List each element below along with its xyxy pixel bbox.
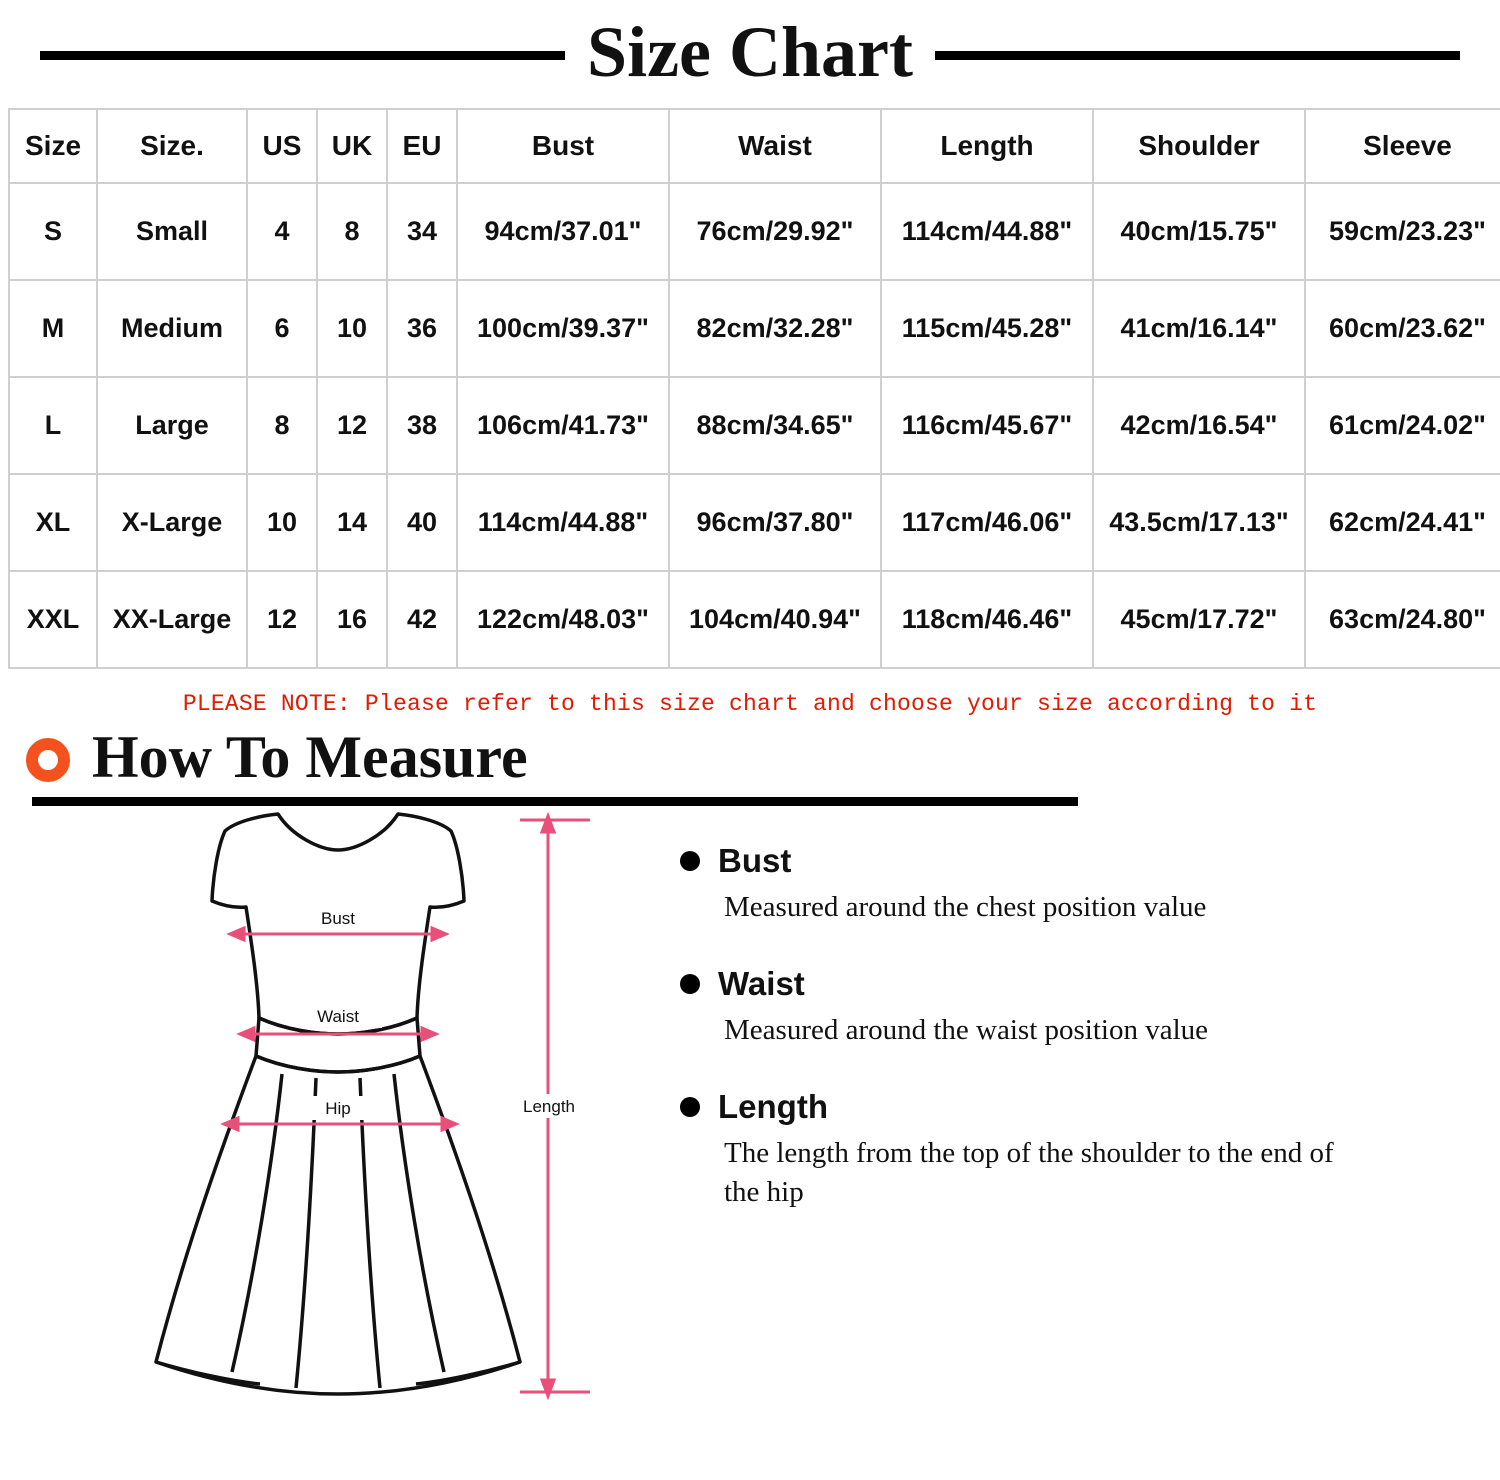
cell-sleeve: 60cm/23.62" xyxy=(1305,280,1500,377)
column-header-us: US xyxy=(247,109,317,183)
cell-us: 4 xyxy=(247,183,317,280)
table-row xyxy=(9,183,1500,280)
how-to-measure-header xyxy=(26,724,1500,790)
definition-length-term: Length xyxy=(718,1088,828,1126)
cell-bust: 114cm/44.88" xyxy=(457,474,669,571)
column-header-eu: EU xyxy=(387,109,457,183)
size-chart-table xyxy=(8,108,1500,669)
how-to-measure-title: How To Measure xyxy=(92,724,528,790)
cell-sleeve: 63cm/24.80" xyxy=(1305,571,1500,668)
cell-uk: 12 xyxy=(317,377,387,474)
cell-length: 115cm/45.28" xyxy=(881,280,1093,377)
dress-diagram xyxy=(20,806,660,1411)
table-row xyxy=(9,474,1500,571)
measure-definitions xyxy=(660,806,1500,1251)
figure-label-waist: Waist xyxy=(317,1007,359,1026)
cell-uk: 8 xyxy=(317,183,387,280)
title-rule-right xyxy=(935,51,1460,60)
how-to-measure-body xyxy=(0,806,1500,1411)
cell-length: 116cm/45.67" xyxy=(881,377,1093,474)
bullet-icon xyxy=(680,1097,700,1117)
cell-shoulder: 42cm/16.54" xyxy=(1093,377,1305,474)
cell-size-name: XX-Large xyxy=(97,571,247,668)
definition-length xyxy=(680,1088,1470,1212)
table-row xyxy=(9,280,1500,377)
cell-waist: 76cm/29.92" xyxy=(669,183,881,280)
column-header-length: Length xyxy=(881,109,1093,183)
definition-length-desc: The length from the top of the shoulder to the end of the hip xyxy=(724,1137,1334,1209)
cell-size: S xyxy=(9,183,97,280)
column-header-bust: Bust xyxy=(457,109,669,183)
size-chart-note: PLEASE NOTE: Please refer to this size chart and choose your size according to it xyxy=(182,691,1318,717)
column-header-size: Size xyxy=(9,109,97,183)
column-header-shoulder: Shoulder xyxy=(1093,109,1305,183)
cell-sleeve: 62cm/24.41" xyxy=(1305,474,1500,571)
bullet-icon xyxy=(680,851,700,871)
cell-bust: 94cm/37.01" xyxy=(457,183,669,280)
definition-bust xyxy=(680,842,1470,927)
cell-us: 8 xyxy=(247,377,317,474)
cell-size-name: Small xyxy=(97,183,247,280)
cell-length: 114cm/44.88" xyxy=(881,183,1093,280)
figure-label-bust: Bust xyxy=(320,909,356,928)
column-header-uk: UK xyxy=(317,109,387,183)
cell-eu: 40 xyxy=(387,474,457,571)
title-rule-left xyxy=(40,51,565,60)
cell-eu: 38 xyxy=(387,377,457,474)
page-title-row xyxy=(0,0,1500,96)
dress-diagram-svg xyxy=(20,806,660,1406)
cell-shoulder: 43.5cm/17.13" xyxy=(1093,474,1305,571)
cell-uk: 10 xyxy=(317,280,387,377)
how-to-measure-section xyxy=(0,723,1500,806)
definition-waist xyxy=(680,965,1470,1050)
cell-shoulder: 45cm/17.72" xyxy=(1093,571,1305,668)
cell-sleeve: 59cm/23.23" xyxy=(1305,183,1500,280)
cell-bust: 106cm/41.73" xyxy=(457,377,669,474)
cell-waist: 96cm/37.80" xyxy=(669,474,881,571)
page-title: Size Chart xyxy=(587,12,913,92)
cell-us: 12 xyxy=(247,571,317,668)
cell-shoulder: 41cm/16.14" xyxy=(1093,280,1305,377)
definition-bust-desc: Measured around the chest position value xyxy=(724,891,1207,923)
cell-eu: 36 xyxy=(387,280,457,377)
table-header-row xyxy=(9,109,1500,183)
cell-uk: 16 xyxy=(317,571,387,668)
cell-shoulder: 40cm/15.75" xyxy=(1093,183,1305,280)
cell-size: M xyxy=(9,280,97,377)
cell-waist: 82cm/32.28" xyxy=(669,280,881,377)
cell-sleeve: 61cm/24.02" xyxy=(1305,377,1500,474)
cell-size-name: Large xyxy=(97,377,247,474)
table-row xyxy=(9,377,1500,474)
figure-label-hip: Hip xyxy=(325,1099,351,1118)
cell-size: XL xyxy=(9,474,97,571)
ring-bullet-icon xyxy=(26,738,70,782)
cell-uk: 14 xyxy=(317,474,387,571)
size-chart-table-wrap xyxy=(0,96,1500,669)
cell-length: 118cm/46.46" xyxy=(881,571,1093,668)
cell-size: XXL xyxy=(9,571,97,668)
cell-waist: 88cm/34.65" xyxy=(669,377,881,474)
cell-bust: 100cm/39.37" xyxy=(457,280,669,377)
cell-size-name: X-Large xyxy=(97,474,247,571)
cell-size-name: Medium xyxy=(97,280,247,377)
cell-waist: 104cm/40.94" xyxy=(669,571,881,668)
cell-eu: 42 xyxy=(387,571,457,668)
column-header-sleeve: Sleeve xyxy=(1305,109,1500,183)
definition-bust-term: Bust xyxy=(718,842,792,879)
cell-length: 117cm/46.06" xyxy=(881,474,1093,571)
bullet-icon xyxy=(680,974,700,994)
definition-waist-term: Waist xyxy=(718,965,805,1003)
column-header-size-name: Size. xyxy=(97,109,247,183)
definition-waist-head xyxy=(680,965,1470,1003)
figure-label-length: Length xyxy=(523,1097,575,1116)
cell-size: L xyxy=(9,377,97,474)
column-header-waist: Waist xyxy=(669,109,881,183)
cell-us: 10 xyxy=(247,474,317,571)
cell-us: 6 xyxy=(247,280,317,377)
table-row xyxy=(9,571,1500,668)
cell-bust: 122cm/48.03" xyxy=(457,571,669,668)
cell-eu: 34 xyxy=(387,183,457,280)
definition-length-head xyxy=(680,1088,1470,1126)
how-to-measure-rule xyxy=(32,797,1078,806)
definition-waist-desc: Measured around the waist position value xyxy=(724,1014,1209,1047)
definition-bust-head xyxy=(680,842,1470,880)
